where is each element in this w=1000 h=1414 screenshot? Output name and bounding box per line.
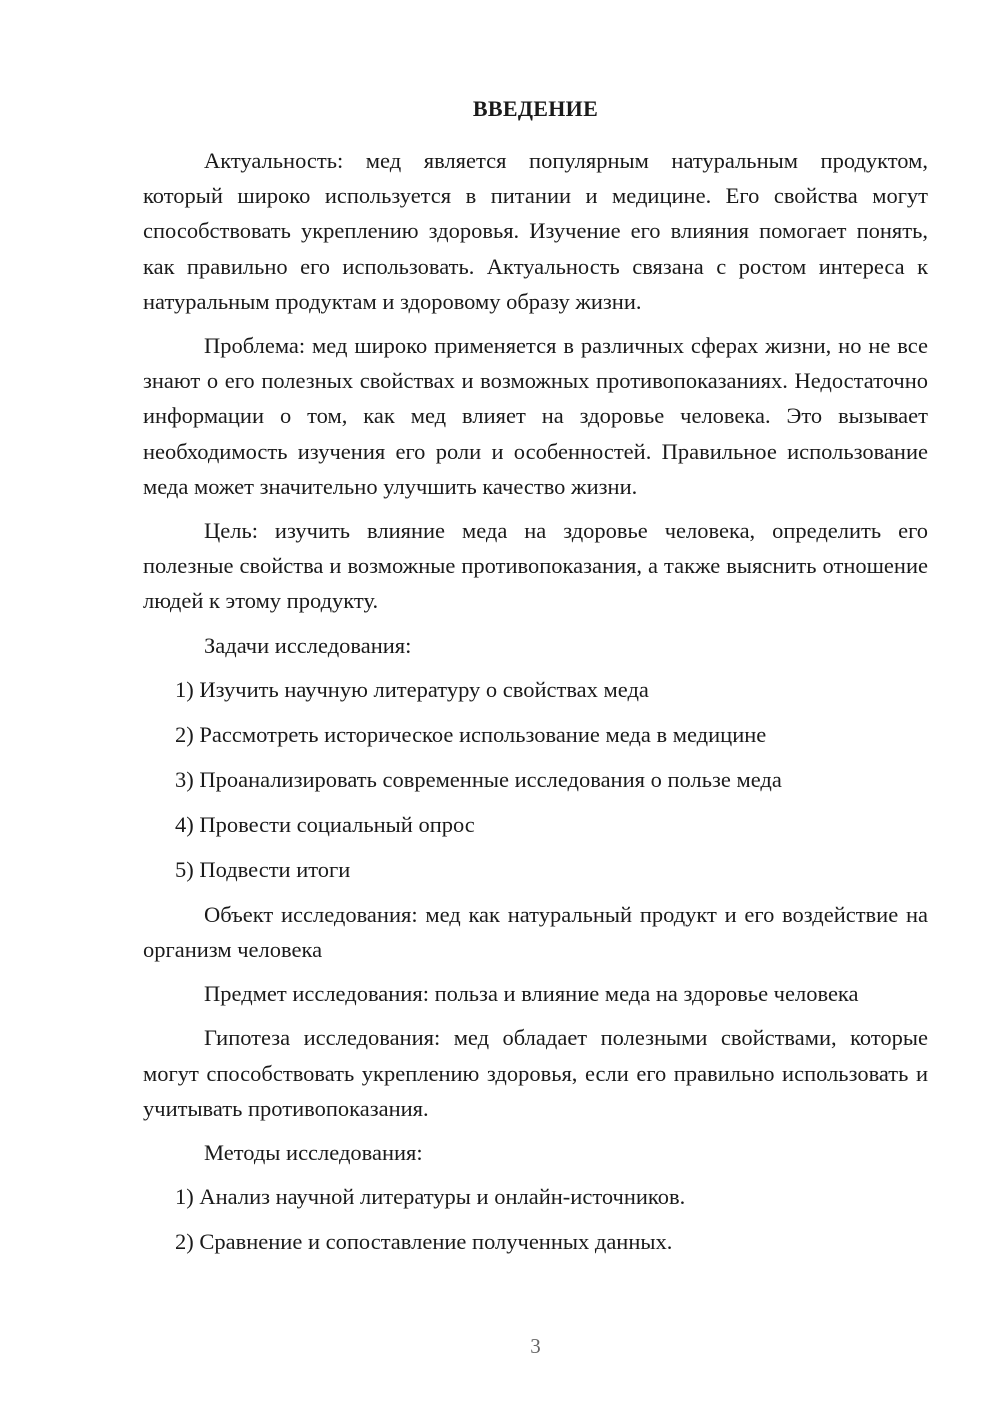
paragraph-relevance: Актуальность: мед является популярным натуральным продуктом, который широко используется в питании и медицине. Его свойства могут способствовать укреплению здоровья. Изучение его влияния помогает понять, как правильно его использовать. Актуальность связана с ростом интереса к натуральным продуктам и здоровому образу жизни. [143,148,928,314]
document-body [143,143,928,1269]
paragraph-object: Объект исследования: мед как натуральный продукт и его воздействие на организм человека [143,901,928,963]
document-page [143,0,928,1414]
list-item: 5) Подвести итоги [175,856,351,882]
paragraph-goal: Цель: изучить влияние меда на здоровье человека, определить его полезные свойства и возможные противопоказания, а также выяснить отношение людей к этому продукту. [143,518,928,614]
list-item: 4) Провести социальный опрос [175,811,475,837]
tasks-heading: Задачи исследования: [204,632,412,658]
list-item: 3) Проанализировать современные исследования о пользе меда [175,766,782,792]
page-title: ВВЕДЕНИЕ [472,96,599,121]
paragraph-problem: Проблема: мед широко применяется в различных сферах жизни, но не все знают о его полезных свойствах и возможных противопоказаниях. Недостаточно информации о том, как мед влияет на здоровье человека. Это вызывает необходимость изучения его роли и особенностей. Правильное использование меда может значительно улучшить качество жизни. [143,333,928,499]
paragraph-hypothesis: Гипотеза исследования: мед обладает полезными свойствами, которые могут способствовать укреплению здоровья, если его правильно использовать и учитывать противопоказания. [143,1025,928,1121]
methods-list [143,1179,928,1259]
list-item: 2) Сравнение и сопоставление полученных данных. [175,1229,673,1255]
list-item: 1) Изучить научную литературу о свойствах меда [175,676,649,702]
list-item: 2) Рассмотреть историческое использование меда в медицине [175,721,767,747]
methods-heading: Методы исследования: [204,1140,423,1166]
paragraph-subject: Предмет исследования: польза и влияние меда на здоровье человека [204,981,859,1007]
tasks-list [143,672,928,887]
page-number: 3 [530,1334,541,1358]
list-item: 1) Анализ научной литературы и онлайн-источников. [175,1184,686,1210]
